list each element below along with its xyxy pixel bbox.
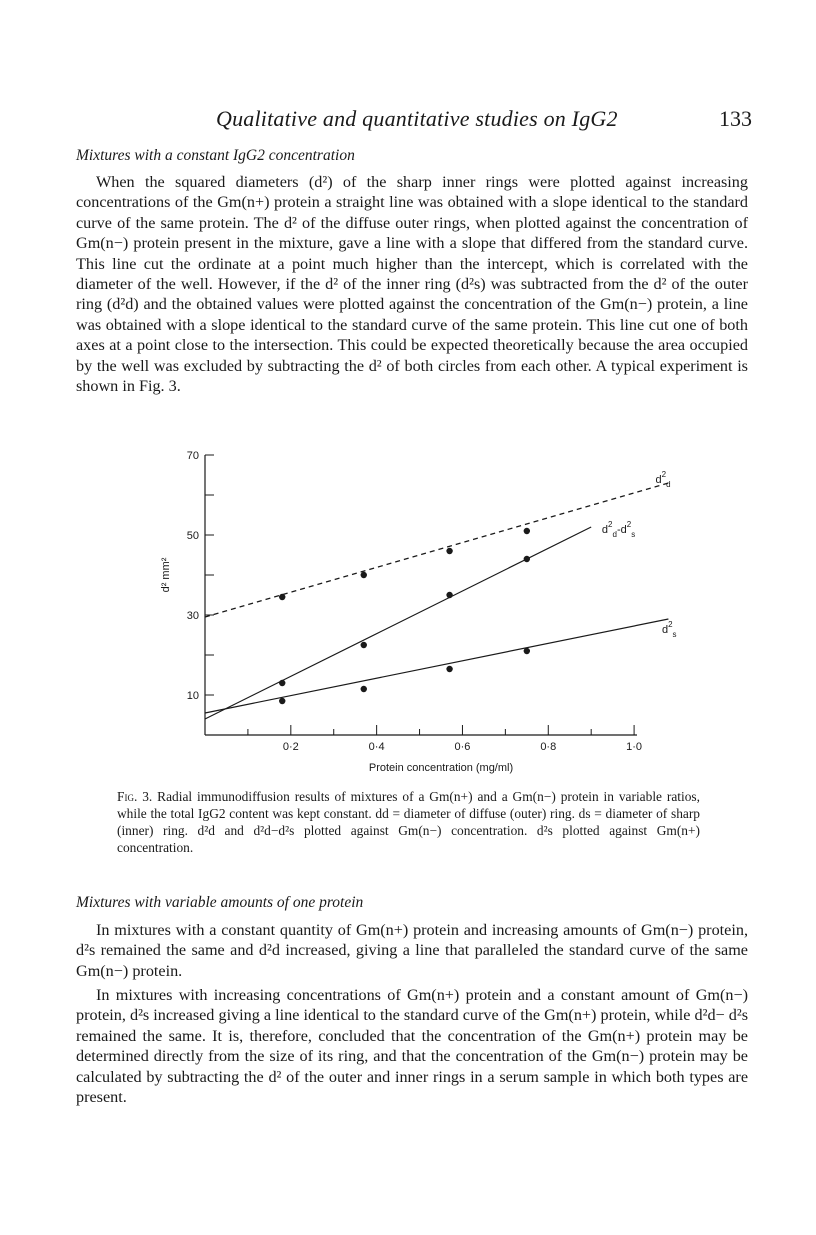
figure-caption — [117, 788, 700, 856]
page-number: 133 — [719, 106, 752, 131]
x-tick-label: 0·4 — [368, 741, 385, 753]
data-point — [361, 686, 367, 692]
x-axis-label: Protein concentration (mg/ml) — [368, 762, 514, 774]
y-tick-label: 30 — [186, 610, 199, 622]
data-point — [279, 698, 285, 704]
x-tick-label: 0·8 — [540, 741, 557, 753]
series-line — [205, 483, 668, 617]
series-label-ds: $d^2_s$ — [661, 620, 677, 639]
y-tick-label: 10 — [186, 690, 199, 702]
y-axis-label: d² mm² — [160, 557, 172, 593]
running-title: Qualitative and quantitative studies on IgG2 — [216, 106, 618, 131]
series-line — [205, 527, 591, 719]
figure-3 — [140, 442, 680, 782]
section-heading-variable: Mixtures with variable amounts of one protein — [76, 894, 364, 911]
paragraph-variable-two: In mixtures with increasing concentrations of Gm(n+) protein and a constant amount of Gm(n−) protein, d²s increased giving a line identical to the standard curve of the Gm(n+) protein, while d²d− d²s remained the same. It is, therefore, concluded that the concentration of the Gm(n+) protein may be determined directly from the size of its ring, and that the concentration of the Gm(n−) protein may be calculated by subtracting the d² of the outer and inner rings in a serum sample in which both types are present. — [76, 986, 748, 1107]
paragraph-constant-concentration: When the squared diameters (d²) of the sharp inner rings were plotted against increasing concentrations of the Gm(n+) protein a straight line was obtained with a slope identical to the standard curve of the same protein. The d² of the diffuse outer rings, when plotted against the concentration of Gm(n−) protein present in the mixture, gave a line with a slope that differed from the standard curve. This line cut the ordinate at a point much higher than the intercept, which is correlated with the diameter of the well. However, if the d² of the inner ring (d²s) was subtracted from the d² of the outer ring (d²d) and the obtained values were plotted against the concentration of the Gm(n−) protein, a line was obtained with a slope identical to the standard curve of the same protein. This line cut one of both axes at a point close to the intersection. This could be expected theoretically because the area occupied by the well was excluded by subtracting the d² of both circles from each other. A typical experiment is shown in Fig. 3. — [76, 173, 748, 396]
data-point — [524, 556, 530, 562]
section-heading-constant: Mixtures with a constant IgG2 concentration — [76, 147, 355, 164]
x-tick-label: 0·2 — [282, 741, 299, 753]
paragraph-variable-one: In mixtures with a constant quantity of Gm(n+) protein and increasing amounts of Gm(n−) protein, d²s remained the same and d²d increased, giving a line that paralleled the standard curve of the same Gm(n−) protein. — [76, 921, 748, 980]
data-point — [446, 548, 452, 554]
y-tick-label: 50 — [186, 530, 199, 542]
data-point — [361, 642, 367, 648]
figure-3-chart — [140, 442, 680, 782]
data-point — [279, 594, 285, 600]
data-point — [361, 572, 367, 578]
data-point — [446, 666, 452, 672]
data-point — [524, 528, 530, 534]
y-tick-label: 70 — [186, 450, 199, 462]
figure-caption-label: Fig. 3. — [117, 789, 153, 804]
data-point — [524, 648, 530, 654]
figure-caption-text: Radial immunodiffusion results of mixtures of a Gm(n+) and a Gm(n−) protein in variable ratios, while the total IgG2 content was kept constant. dd = diameter of diffuse (outer) ring. ds = diameter of sharp (inner) ring. d²d and d²d−d²s plotted against Gm(n−) concentration. d²s plotted against Gm(n+) concentration. — [117, 789, 700, 855]
data-point — [279, 680, 285, 686]
series-label-dd: $d^2_d$ — [655, 470, 671, 489]
x-tick-label: 0·6 — [454, 741, 471, 753]
series-line — [205, 619, 668, 713]
data-point — [446, 592, 452, 598]
running-head — [76, 106, 752, 132]
x-tick-label: 1·0 — [626, 741, 643, 753]
series-label-dd-minus-ds: $d^2_d-d^2_s$ — [601, 520, 636, 539]
